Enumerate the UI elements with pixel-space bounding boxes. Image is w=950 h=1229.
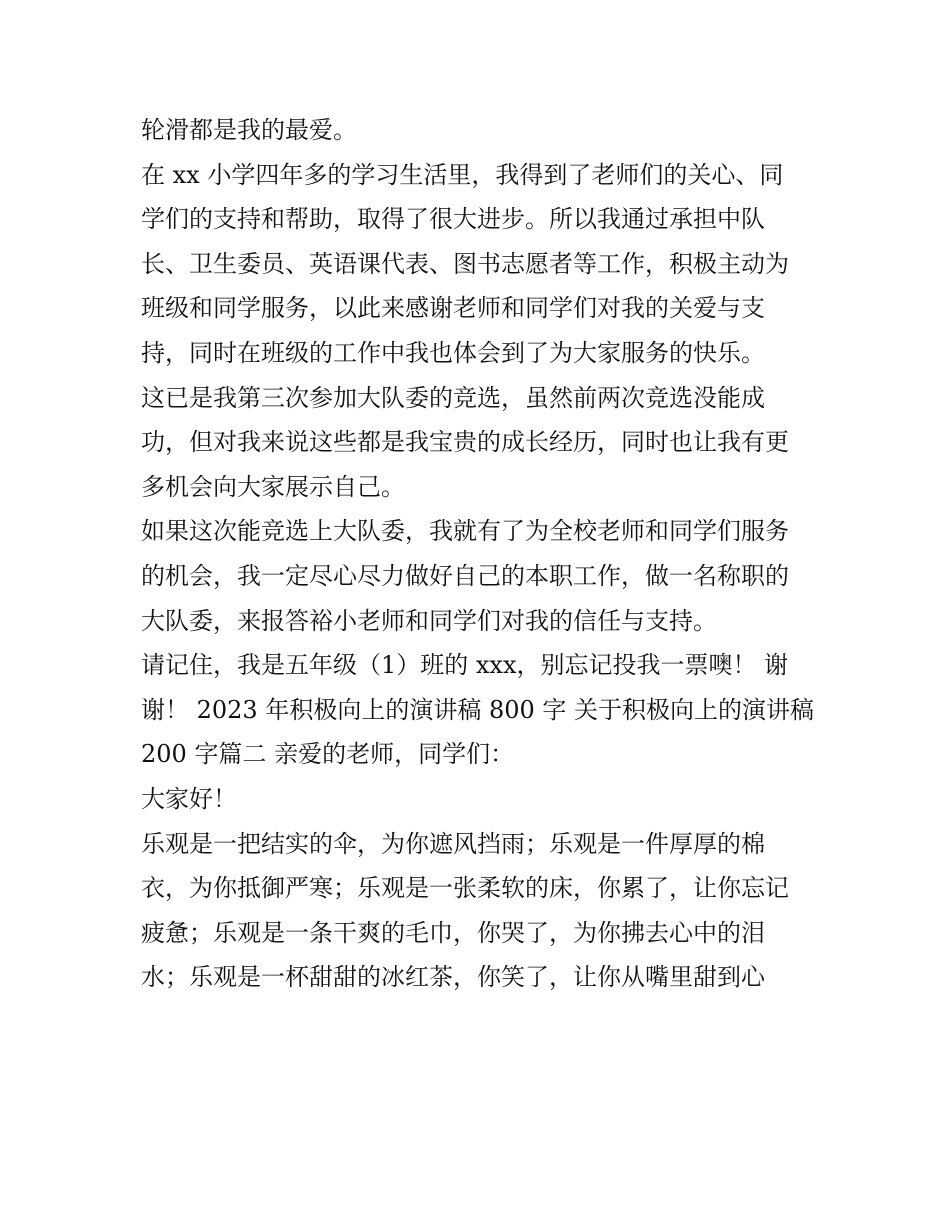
text-line: 长、卫生委员、英语课代表、图书志愿者等工作，积极主动为 <box>141 249 789 278</box>
text-line: 大队委，来报答裕小老师和同学们对我的信任与支持。 <box>141 606 717 635</box>
text-line: 200 字篇二 亲爱的老师，同学们： <box>141 740 515 769</box>
text-line: 这已是我第三次参加大队委的竞选，虽然前两次竞选没能成 <box>141 383 765 412</box>
text-line: 轮滑都是我的最爱。 <box>141 116 357 144</box>
text-line: 水；乐观是一杯甜甜的冰红茶，你笑了，让你从嘴里甜到心 <box>141 963 765 992</box>
text-line: 持，同时在班级的工作中我也体会到了为大家服务的快乐。 <box>141 338 765 367</box>
text-line: 大家好！ <box>141 784 237 813</box>
text-line: 衣，为你抵御严寒；乐观是一张柔软的床，你累了，让你忘记 <box>141 874 789 903</box>
document-body <box>141 108 821 1000</box>
text-line: 乐观是一把结实的伞，为你遮风挡雨；乐观是一件厚厚的棉 <box>141 829 765 858</box>
text-line: 班级和同学服务，以此来感谢老师和同学们对我的关爱与支 <box>141 294 765 323</box>
text-line: 在 xx 小学四年多的学习生活里，我得到了老师们的关心、同 <box>141 160 784 189</box>
text-line: 功，但对我来说这些都是我宝贵的成长经历，同时也让我有更 <box>141 428 789 457</box>
text-line: 的机会，我一定尽心尽力做好自己的本职工作，做一名称职的 <box>141 561 789 590</box>
text-line: 谢！ 2023 年积极向上的演讲稿 800 字 关于积极向上的演讲稿 <box>141 695 815 724</box>
text-line: 多机会向大家展示自己。 <box>141 472 405 501</box>
text-line: 如果这次能竞选上大队委，我就有了为全校老师和同学们服务 <box>141 517 789 546</box>
text-line: 请记住，我是五年级（1）班的 xxx，别忘记投我一票噢！ 谢 <box>141 651 789 680</box>
text-line: 疲惫；乐观是一条干爽的毛巾，你哭了，为你拂去心中的泪 <box>141 918 765 947</box>
text-line: 学们的支持和帮助，取得了很大进步。所以我通过承担中队 <box>141 205 765 234</box>
